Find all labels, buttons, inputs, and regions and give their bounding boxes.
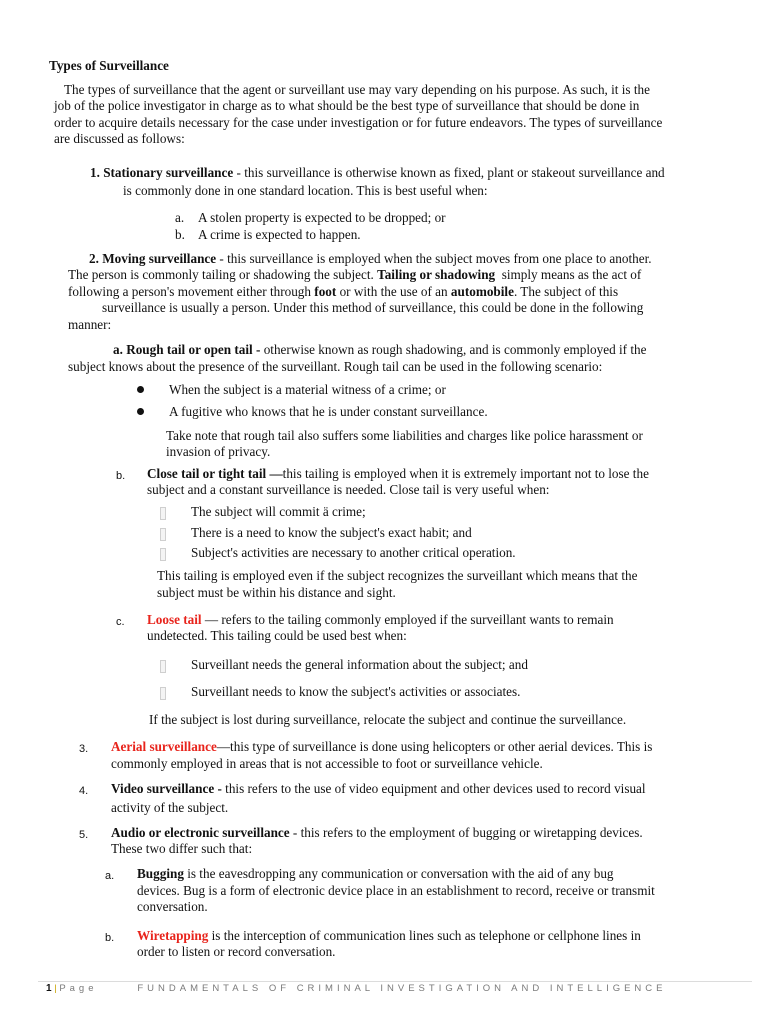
text-run: — refers to the tailing commonly employed if the surveillant wants to remain — [201, 612, 614, 627]
page-footer — [46, 983, 667, 994]
text-run: - this refers to the employment of bugging or wiretapping devices. — [289, 825, 643, 840]
bugging-line2: devices. Bug is a form of electronic device place in an establishment to record, receive or transmit — [137, 883, 655, 898]
term-red: Wiretapping — [137, 928, 209, 943]
loose-tail-line2: undetected. This tailing could be used best when: — [147, 628, 407, 643]
list-marker-5: 5. — [79, 829, 89, 841]
term-red: Loose tail — [147, 612, 202, 627]
checkbox-glyph-icon — [160, 548, 166, 561]
term-red: Aerial surveillance — [111, 739, 217, 754]
video-heading — [111, 781, 646, 797]
list-item-text: Surveillant needs to know the subject's activities or associates. — [191, 684, 521, 699]
close-tail-note-2: subject must be within his distance and sight. — [157, 585, 396, 600]
text-run: . The subject of this — [513, 284, 619, 299]
page-heading: Types of Surveillance — [49, 58, 169, 73]
section-moving-line3 — [68, 284, 618, 300]
page-word: Page — [59, 983, 98, 994]
term-bold: foot — [314, 284, 337, 299]
section-stationary-heading — [90, 165, 665, 181]
list-marker-3: 3. — [79, 743, 89, 755]
term-bold: Tailing or shadowing — [377, 267, 496, 282]
list-item-text: A stolen property is expected to be dropped; or — [198, 210, 446, 225]
list-item-text: Subject's activities are necessary to another critical operation. — [191, 545, 516, 560]
rough-tail-heading — [113, 342, 646, 358]
video-line2: activity of the subject. — [111, 800, 229, 815]
footer-divider — [38, 981, 752, 982]
bullet-icon — [137, 386, 144, 393]
intro-line-1: The types of surveillance that the agent or surveillant use may vary depending on his purpose. As such, it is the — [64, 82, 650, 97]
rough-tail-line2: subject knows about the presence of the surveillant. Rough tail can be used in the following scenario: — [68, 359, 603, 374]
section-moving-line4: surveillance is usually a person. Under this method of surveillance, this could be done in the following — [102, 300, 644, 315]
bullet-icon — [137, 408, 144, 415]
footer-title: FUNDAMENTALS OF CRIMINAL INVESTIGATION AND INTELLIGENCE — [137, 983, 667, 994]
section-title: Stationary surveillance — [103, 165, 234, 180]
audio-heading — [111, 825, 643, 841]
list-item-text: A crime is expected to happen. — [198, 227, 361, 242]
bugging-heading — [137, 866, 614, 882]
section-text: - this surveillance is otherwise known as fixed, plant or stakeout surveillance and — [233, 165, 665, 180]
checkbox-glyph-icon — [160, 660, 166, 673]
intro-line-4: are discussed as follows: — [54, 131, 185, 146]
text-run: following a person's movement either through — [68, 284, 311, 299]
term-bold: Video surveillance - — [111, 781, 222, 796]
term-bold: Close tail or tight tail — — [147, 466, 283, 481]
list-marker-c: c. — [116, 616, 125, 628]
text-run: this tailing is employed when it is extremely important not to lose the — [282, 466, 649, 481]
checkbox-glyph-icon — [160, 507, 166, 520]
close-tail-heading — [147, 466, 649, 482]
section-number: 1. — [90, 165, 100, 180]
bugging-line3: conversation. — [137, 899, 208, 914]
wiretapping-heading — [137, 928, 641, 944]
list-item-text: There is a need to know the subject's exact habit; and — [191, 525, 472, 540]
close-tail-line2: subject and a constant surveillance is needed. Close tail is very useful when: — [147, 482, 550, 497]
checkbox-glyph-icon — [160, 528, 166, 541]
checkbox-glyph-icon — [160, 687, 166, 700]
section-stationary-line2: is commonly done in one standard location. This is best useful when: — [123, 183, 488, 198]
term-bold: a. Rough tail or open tail - — [113, 342, 261, 357]
list-marker-a: a. — [175, 210, 185, 225]
section-title: Moving surveillance — [102, 251, 217, 266]
text-run: —this type of surveillance is done using helicopters or other aerial devices. This is — [216, 739, 653, 754]
text-run: simply means as the act of — [501, 267, 642, 282]
section-number: 2. — [89, 251, 99, 266]
aerial-heading — [111, 739, 652, 755]
section-text: - this surveillance is employed when the subject moves from one place to another. — [216, 251, 652, 266]
loose-tail-heading — [147, 612, 614, 628]
rough-tail-note-2: invasion of privacy. — [166, 444, 271, 459]
text-run: otherwise known as rough shadowing, and is commonly employed if the — [260, 342, 647, 357]
rough-tail-note-1: Take note that rough tail also suffers some liabilities and charges like police harassment or — [166, 428, 643, 443]
term-bold: Bugging — [137, 866, 184, 881]
term-bold: Audio or electronic surveillance — [111, 825, 290, 840]
list-marker-b: b. — [116, 470, 126, 482]
list-marker-a: a. — [105, 870, 115, 882]
footer-separator: | — [51, 983, 60, 994]
loose-tail-note: If the subject is lost during surveillance, relocate the subject and continue the surveillance. — [149, 712, 627, 727]
aerial-line2: commonly employed in areas that is not accessible to foot or surveillance vehicle. — [111, 756, 543, 771]
list-item-text: The subject will commit ä crime; — [191, 504, 366, 519]
list-marker-b: b. — [105, 932, 115, 944]
text-run: or with the use of an — [339, 284, 448, 299]
list-item-text: Surveillant needs the general information about the subject; and — [191, 657, 528, 672]
close-tail-note-1: This tailing is employed even if the subject recognizes the surveillant which means that the — [157, 568, 638, 583]
text-run: is the eavesdropping any communication or conversation with the aid of any bug — [183, 866, 614, 881]
text-run: is the interception of communication lines such as telephone or cellphone lines in — [208, 928, 641, 943]
intro-line-3: order to acquire details necessary for the case under investigation or for future endeavors. The types of surveillance — [54, 115, 663, 130]
list-item-text: When the subject is a material witness of a crime; or — [169, 382, 446, 397]
audio-line2: These two differ such that: — [111, 841, 253, 856]
text-run: The person is commonly tailing or shadowing the subject. — [68, 267, 374, 282]
wiretapping-line2: order to listen or record conversation. — [137, 944, 336, 959]
term-bold: automobile — [450, 284, 514, 299]
intro-line-2: job of the police investigator in charge as to what should be the best type of surveillance that should be done in — [54, 98, 640, 113]
page-number: 1 — [46, 983, 52, 994]
section-moving-heading — [89, 251, 652, 267]
section-moving-line5: manner: — [68, 317, 112, 332]
list-marker-4: 4. — [79, 785, 89, 797]
list-marker-b: b. — [175, 227, 185, 242]
text-run: this refers to the use of video equipment and other devices used to record visual — [221, 781, 646, 796]
list-item-text: A fugitive who knows that he is under constant surveillance. — [169, 404, 488, 419]
section-moving-line2 — [68, 267, 641, 283]
